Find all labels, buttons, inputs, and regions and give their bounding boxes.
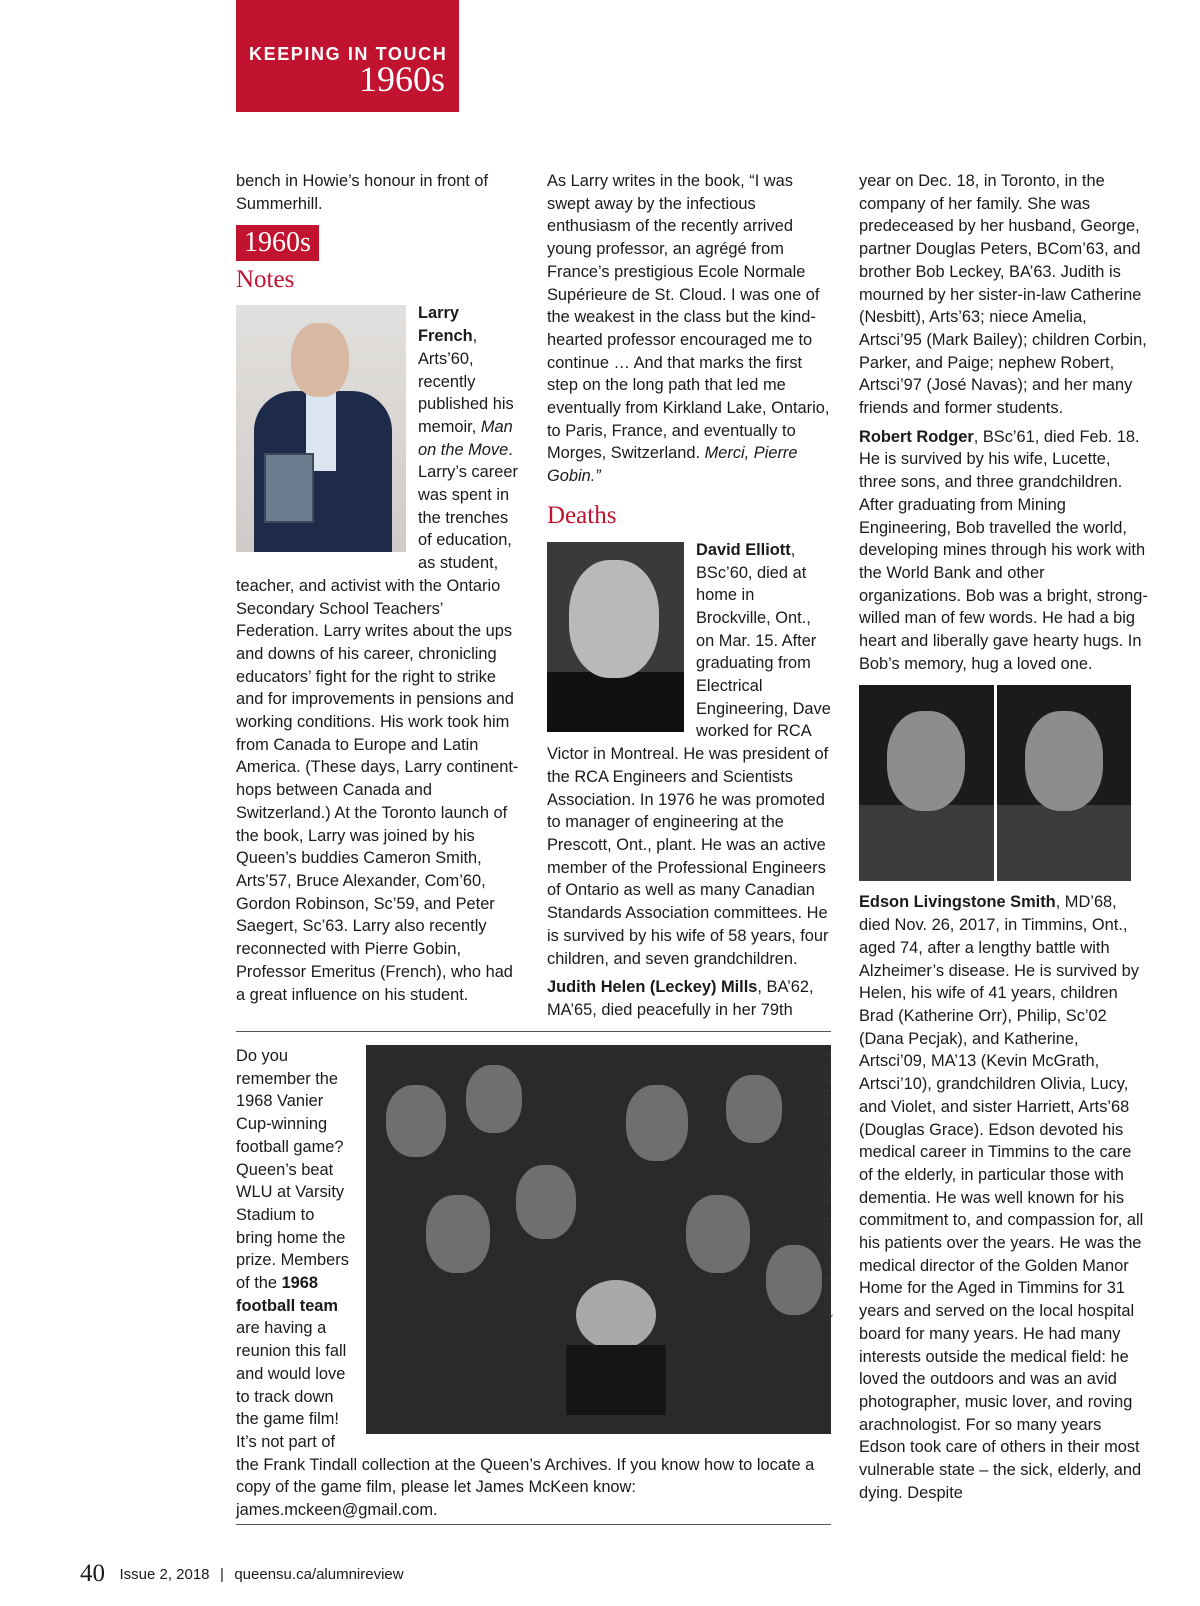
section-decade: 1960s [358,59,445,99]
column-2 [547,170,832,1022]
box-bottom-rule [236,1524,831,1525]
football-team-bold: 1968 football team [236,1274,338,1315]
david-elliott-obituary: David Elliott, BSc’60, died at home in Brockville, Ont., on Mar. 15. After graduating from Electrical Engineering, Dave worked for RCA Victor in Montreal. He was president of the RCA Engineers and Scientists Association. In 1976 he was promoted to manager of engineering at the Prescott, Ont., plant. He was an active member of the Professional Engineers of Ontario as well as many Canadian Standards Association committees. He is survived by his wife of 58 years, four children, and seven grandchildren. [547,540,831,968]
box-top-rule [236,1031,831,1032]
football-reunion-box [236,1045,831,1522]
issue-label: Issue 2, 2018 [119,1566,210,1583]
larry-french-note: Larry French, Arts’60, recently published his memoir, Man on the Move. Larry’s career was spent in the trenches of education, as student, teacher, and activist with the Ontario Secondary School Teachers’ Federation. Larry writes about the ups and downs of his career, chronicling educators’ fight for the right to strike and for improvements in pensions and working conditions. His work took him from Canada to Europe and Latin America. (These days, Larry continent-hops between Canada and Switzerland.) At the Toronto launch of the book, Larry was joined by his Queen’s buddies Cameron Smith, Arts’57, Bruce Alexander, Com’60, Gordon Robinson, Sc’59, and Peter Saegert, Sc’63. Larry also recently reconnected with Pierre Gobin, Professor Emeritus (French), who had a great influence on his student. [236,304,519,1004]
edson-smith-obituary: Edson Livingstone Smith, MD’68, died Nov. 26, 2017, in Timmins, Ont., aged 74, after a lengthy battle with Alzheimer’s disease. He is survived by Helen, his wife of 41 years, children Brad (Katherine Orr), Philip, Sc’02 (Dana Pecjak), and Katherine, Artsci’09, MA’13 (Kevin McGrath, Artsci’10), grandchildren Olivia, Lucy, and Violet, and sister Harriett, Arts’68 (Douglas Grace). Edson devoted his medical career in Timmins to the care of the elderly, in particular those with dementia. He was well known for his commitment to, and compassion for, all his patients over the years. He was the medical director of the Golden Manor Home for the Aged in Timmins for 31 years and served on the local hospital board for many years. He had many interests outside the medical field: he loved the outdoors and was an avid photographer, music lover, and roving arachnologist. For so many years Edson took care of others in their most vulnerable state – the sick, elderly, and dying. Despite [859,893,1144,1502]
decade-badge: 1960s [236,225,319,261]
david-elliott-photo [547,542,684,732]
column-1 [236,170,521,1006]
edson-smith-photos [859,685,1131,881]
robert-rodger-name: Robert Rodger [859,427,974,446]
larry-french-name: Larry French [418,304,473,346]
edson-smith-young-photo [859,685,994,881]
page-footer [80,1560,404,1588]
david-elliott-name: David Elliott [696,540,791,559]
quote-paragraph: As Larry writes in the book, “I was swept away by the infectious enthusiasm of the recently arrived young professor, an agrégé from France’s prestigious Ecole Normale Supérieure de St. Cloud. I was one of the weakest in the class but the kind-hearted professor encouraged me to continue … And that marks the first step on the long path that led me eventually from Kirkland Lake, Ontario, to Paris, France, and eventually to Morges, Switzerland. Merci, Pierre Gobin.” [547,172,830,486]
judith-mills-obituary: Judith Helen (Leckey) Mills, BA’62, MA’65, died peacefully in her 79th [547,978,814,1019]
section-header-tab [236,0,459,112]
deaths-heading: Deaths [547,501,617,529]
section-kicker: KEEPING IN TOUCH [249,44,448,64]
photo-credit: QUEEN’S UNIVERSITY ARCHIVES V28-A-FOOT-1968-2 [822,1050,834,1321]
memoir-title: Man on the Move [418,417,513,459]
robert-rodger-obituary: Robert Rodger, BSc’61, died Feb. 18. He is survived by his wife, Lucette, three sons, and three grandchildren. After graduating from Mining Engineering, Bob travelled the world, developing mines through his work with the World Bank and other organizations. Bob was a bright, strong-willed man of few words. He had a big heart and liberally gave hearty hugs. In Bob’s memory, hug a loved one. [859,427,1148,673]
judith-mills-name: Judith Helen (Leckey) Mills [547,978,758,997]
football-reunion-text: Do you remember the 1968 Vanier Cup-winning football game? Queen’s beat WLU at Varsity Stadium to bring home the prize. Members of the 1968 football team are having a reunion this fall and would love to track down the game film! It’s not part of the Frank Tindall collection at the Queen’s Archives. If you know how to locate a copy of the game film, please let James McKeen know: james.mckeen@gmail.com. [236,1047,815,1520]
notes-heading: Notes [236,266,295,294]
larry-french-photo [236,305,406,552]
edson-smith-older-photo [997,685,1132,881]
footer-url: queensu.ca/alumnireview [234,1566,404,1583]
football-team-photo [366,1045,831,1434]
page-number: 40 [80,1560,105,1587]
footer-separator: | [219,1566,224,1583]
judith-mills-continued: year on Dec. 18, in Toronto, in the company of her family. She was predeceased by her husband, George, partner Douglas Peters, BCom’63, and brother Bob Leckey, BA’63. Judith is mourned by her sister-in-law Catherine (Nesbitt), Arts’63; niece Amelia, Artsci’95 (Mark Bailey); children Corbin, Parker, and Paige; nephew Robert, Artsci’97 (José Navas); and her many friends and former students. [859,172,1147,418]
edson-smith-name: Edson Livingstone Smith [859,893,1056,912]
intro-text: bench in Howie’s honour in front of Summerhill. [236,172,489,213]
column-3 [859,170,1149,1504]
